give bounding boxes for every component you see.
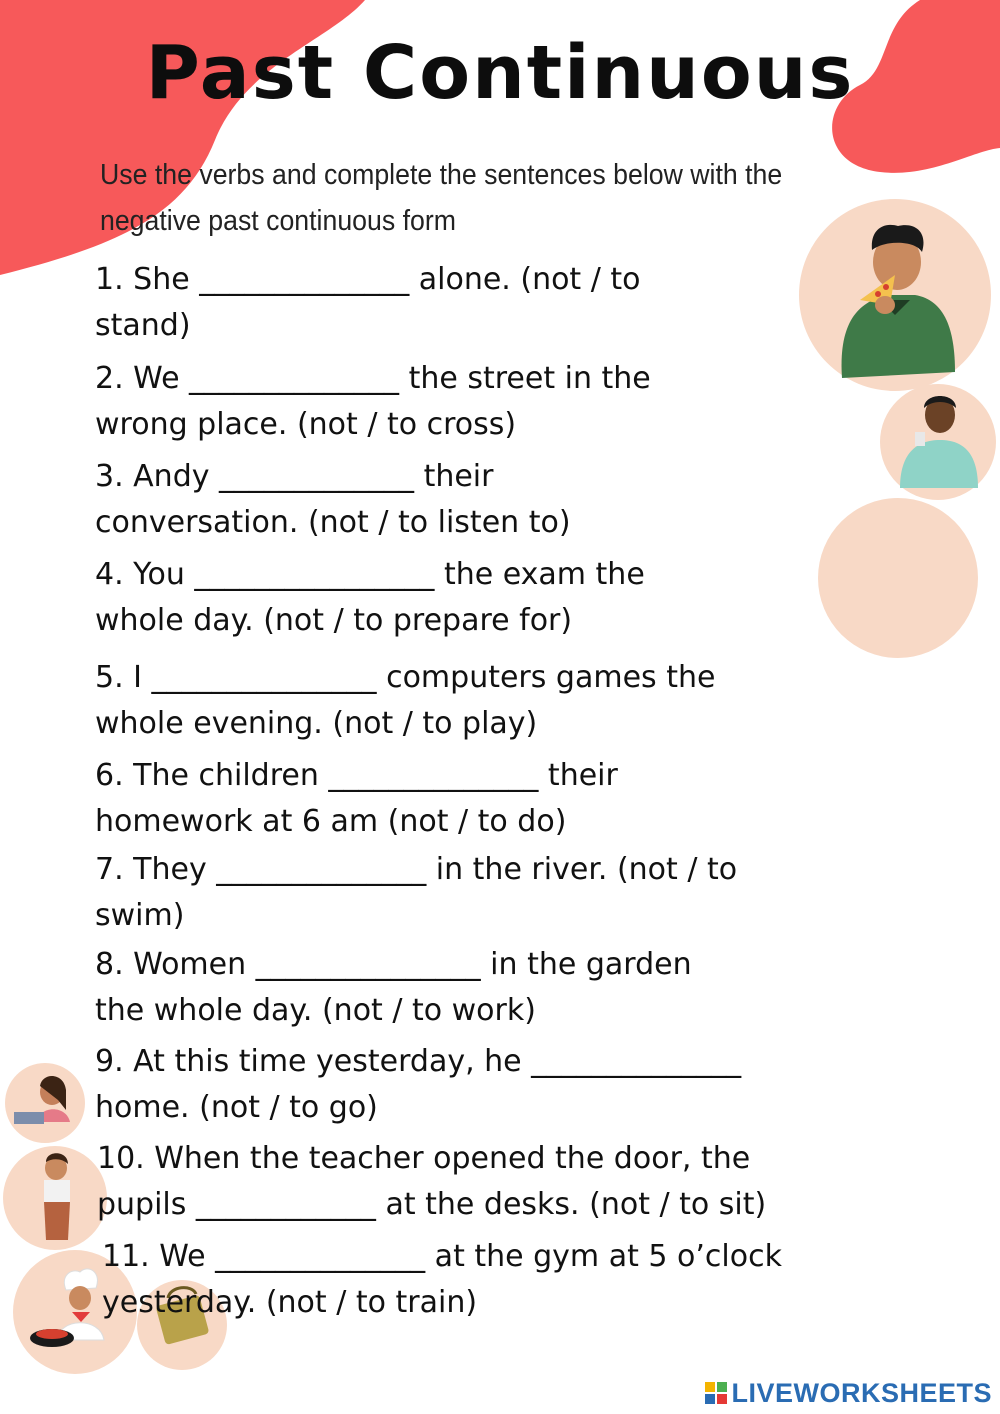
- question-3: [95, 454, 571, 546]
- question-6: [95, 753, 618, 845]
- question-11-line-1: 11. We ______________ at the gym at 5 o’clock: [102, 1239, 782, 1274]
- question-6-line-1: 6. The children ______________ their: [95, 758, 618, 793]
- question-7: [95, 847, 737, 939]
- question-1-line-1: 1. She ______________ alone. (not / to: [95, 262, 641, 297]
- liveworksheets-logo-icon: [705, 1382, 727, 1404]
- question-8-line-2: the whole day. (not / to work): [95, 993, 536, 1028]
- question-7-line-2: swim): [95, 898, 185, 933]
- question-3-line-1: 3. Andy _____________ their: [95, 459, 494, 494]
- question-11: [102, 1234, 782, 1326]
- question-8: [95, 942, 692, 1034]
- question-9-line-2: home. (not / to go): [95, 1090, 378, 1125]
- question-5-line-1: 5. I _______________ computers games the: [95, 660, 716, 695]
- question-2: [95, 356, 651, 448]
- question-10: [97, 1136, 766, 1228]
- page-title: Past Continuous: [145, 30, 855, 116]
- question-8-line-1: 8. Women _______________ in the garden: [95, 947, 692, 982]
- question-5-line-2: whole evening. (not / to play): [95, 706, 538, 741]
- question-9: [95, 1039, 741, 1131]
- question-1: [95, 257, 641, 349]
- question-3-line-2: conversation. (not / to listen to): [95, 505, 571, 540]
- question-2-line-1: 2. We ______________ the street in the: [95, 361, 651, 396]
- liveworksheets-logo[interactable]: [705, 1378, 992, 1408]
- question-10-line-1: 10. When the teacher opened the door, the: [97, 1141, 751, 1176]
- question-4-line-2: whole day. (not / to prepare for): [95, 603, 573, 638]
- question-1-line-2: stand): [95, 308, 191, 343]
- question-6-line-2: homework at 6 am (not / to do): [95, 804, 567, 839]
- question-4: [95, 552, 645, 644]
- question-10-line-2: pupils ____________ at the desks. (not / to sit): [97, 1187, 767, 1222]
- liveworksheets-brand: LIVEWORKSHEETS: [731, 1377, 992, 1408]
- instructions: [100, 152, 818, 244]
- woman-on-phone-illustration: [44, 1153, 70, 1240]
- peach-circle-4: [5, 1063, 85, 1143]
- question-5: [95, 655, 715, 747]
- question-9-line-1: 9. At this time yesterday, he ______________: [95, 1044, 742, 1079]
- instructions-line-2: negative past continuous form: [100, 205, 456, 237]
- question-4-line-1: 4. You ________________ the exam the: [95, 557, 645, 592]
- peach-circle-3: [818, 498, 978, 658]
- question-11-line-2: yesterday. (not / to train): [102, 1285, 478, 1320]
- question-7-line-1: 7. They ______________ in the river. (not / to: [95, 852, 738, 887]
- instructions-line-1: Use the verbs and complete the sentences below with the: [100, 159, 783, 191]
- question-2-line-2: wrong place. (not / to cross): [95, 407, 517, 442]
